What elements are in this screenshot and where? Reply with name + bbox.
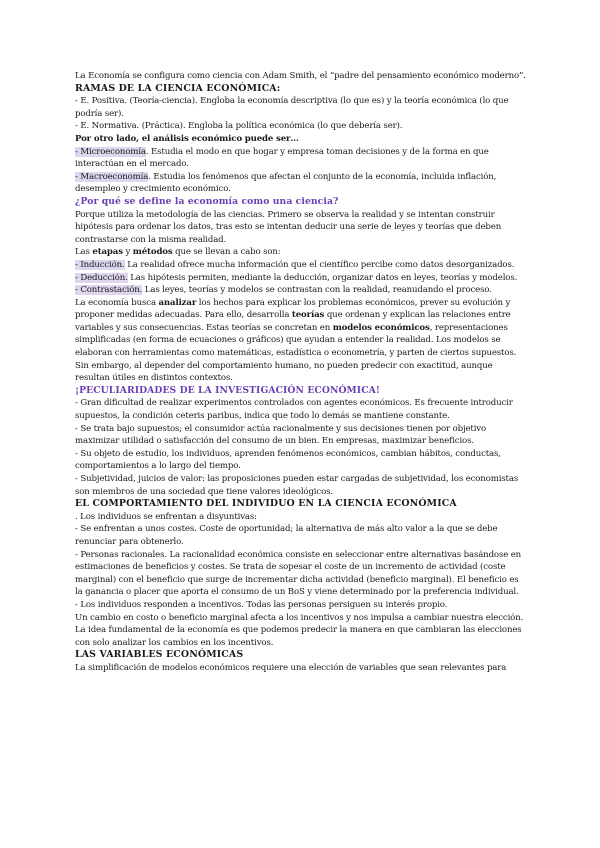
bold-run: métodos xyxy=(132,247,173,258)
highlight-term: - Macroeconomía xyxy=(75,171,149,182)
highlight-term: - Contrastación. xyxy=(75,285,143,296)
item-text: La realidad ofrece mucha información que el científico percibe como datos desorganizados. xyxy=(124,259,515,270)
heading-ciencia: ¿Por qué se define la economía como una ciencia? xyxy=(75,195,339,207)
paragraph-variables: La simplificación de modelos económicos requiere una elección de variables que sean relevantes para xyxy=(75,662,507,673)
highlight-term: - Inducción. xyxy=(75,259,125,270)
list-item: - E. Positiva. (Teoría-ciencia). Engloba la economía descriptiva (lo que es) y la teoría económica (lo que podría ser). xyxy=(75,96,509,119)
list-item: - Su objeto de estudio, los individuos, aprenden fenómenos económicos, cambian hábitos, conductas, comportamientos a lo largo del tiempo. xyxy=(75,448,501,472)
text-run: que se llevan a cabo son: xyxy=(172,247,281,258)
list-item-deduccion xyxy=(75,272,527,285)
paragraph-ciencia: Porque utiliza la metodología de las ciencias. Primero se observa la realidad y se intentan construir hipótesis para ordenar los datos, tras esto se intentan deducir una serie de leyes y teorías que deben contrastarse con la misma realidad. xyxy=(75,209,502,245)
text-run: , representaciones simplificadas (en forma de ecuaciones o gráficos) que ayudan a entender la realidad. Los modelos se elaboran con herramientas como matemáticas, estadística o econometría, y parten de ciertos supuestos. Sin embargo, al depender del comportamiento humano, no pueden predecir con exactitud, aunque resultan útiles en distintos contextos. xyxy=(75,322,517,384)
heading-comportamiento: EL COMPORTAMIENTO DEL INDIVIDUO EN LA CIENCIA ECONÓMICA xyxy=(75,498,457,510)
item-text: . Estudia los fenómenos que afectan el conjunto de la economía, incluida inflación, desempleo y crecimiento económico. xyxy=(75,171,497,195)
list-item: - Personas racionales. La racionalidad económica consiste en seleccionar entre alternativas basándose en estimaciones de beneficios y costes. Se trata de sopesar el coste de un incremento de actividad (coste marginal) con el beneficio que surge de incrementar dicha actividad (beneficio marginal). El beneficio es la ganancia o placer que aporta el consumo de un BoS y viene determinado por la preferencia individual. xyxy=(75,549,522,598)
text-run: que ordenan y explican las relaciones entre variables y sus consecuencias. Estas teorías se concretan en xyxy=(75,310,511,333)
list-item: - Se trata bajo supuestos; el consumidor actúa racionalmente y sus decisiones tienen por objetivo maximizar utilidad o satisfacción del consumo de un bien. En empresas, maximizar beneficios. xyxy=(75,423,487,447)
item-text: Las hipótesis permiten, mediante la deducción, organizar datos en leyes, teorías y modelos. xyxy=(127,272,518,283)
list-item: - E. Normativa. (Práctica). Engloba la política económica (lo que debería ser). xyxy=(75,121,403,132)
bold-run: etapas xyxy=(92,247,123,258)
list-item-contrastacion xyxy=(75,284,527,297)
list-item: - Subjetividad, juicios de valor: las proposiciones pueden estar cargadas de subjetividad, los economistas son miembros de una sociedad que tiene valores ideológicos. xyxy=(75,474,519,497)
heading-ramas: RAMAS DE LA CIENCIA ECONÓMICA: xyxy=(75,82,281,94)
text-run: La economía busca xyxy=(75,297,159,308)
list-item: - Gran dificultad de realizar experimentos controlados con agentes económicos. Es frecuente introducir supuestos, la condición ceteris paribus, indica que todo lo demás se mantiene constante. xyxy=(75,398,513,422)
intro-paragraph: La Economía se configura como ciencia con Adam Smith, el “padre del pensamiento económico moderno”. xyxy=(75,71,526,81)
list-item: - Se enfrentan a unos costes. Coste de oportunidad; la alternativa de más alto valor a la que se debe renunciar para obtenerlo. xyxy=(75,524,498,547)
heading-variables: LAS VARIABLES ECONÓMICAS xyxy=(75,649,244,661)
bold-run: analizar xyxy=(158,297,197,308)
item-text: Las leyes, teorías y modelos se contrastan con la realidad, reanudando el proceso. xyxy=(142,285,492,296)
list-item: . Los individuos se enfrentan a disyuntivas: xyxy=(75,511,257,522)
bold-run: teorías xyxy=(291,310,325,321)
list-item-induccion xyxy=(75,259,527,272)
bold-run: modelos económicos xyxy=(332,322,430,333)
paragraph-incentivos: Un cambio en costo o beneficio marginal afecta a los incentivos y nos impulsa a cambiar nuestra elección. La idea fundamental de la economía es que podemos predecir la manera en que cambiaran las elecciones con solo analizar los cambios en los incentivos. xyxy=(75,612,524,648)
document-page xyxy=(75,70,527,675)
text-run: los hechos para explicar los problemas económicos, prever su evolución y proponer medidas adecuadas. Para ello, desarrolla xyxy=(75,297,511,321)
text-run: y xyxy=(122,247,133,258)
item-text: . Estudia el modo en que hogar y empresa toman decisiones y de la forma en que interactúan en el mercado. xyxy=(75,146,489,170)
paragraph-etapas xyxy=(75,246,527,259)
list-item-macro xyxy=(75,171,527,196)
highlight-term: - Deducción. xyxy=(75,272,128,283)
list-item: - Los individuos responden a incentivos. Todas las personas persiguen su interés propio. xyxy=(75,599,448,610)
text-run: Las xyxy=(75,247,93,258)
highlight-term: - Microeconomía xyxy=(75,146,146,157)
heading-peculiaridades: ¡PECULIARIDADES DE LA INVESTIGACIÓN ECONÓMICA! xyxy=(75,384,380,396)
subheading-otro-lado: Por otro lado, el análisis económico puede ser… xyxy=(75,133,299,144)
list-item-micro xyxy=(75,146,527,171)
paragraph-analizar xyxy=(75,297,527,385)
